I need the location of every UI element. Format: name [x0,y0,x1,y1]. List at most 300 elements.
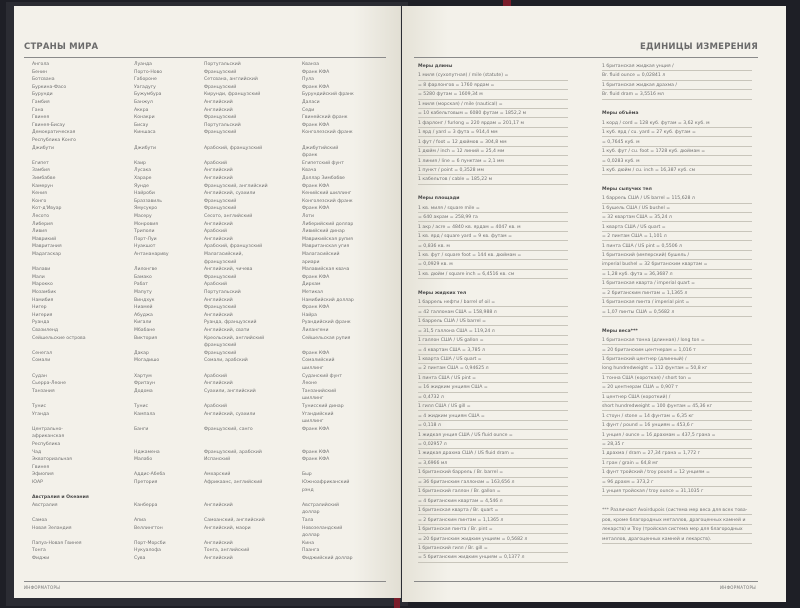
dotted-rule [418,146,568,147]
table-cell: Тонга [32,548,46,554]
unit-line: = 0,0283 куб. м [602,158,640,164]
table-cell: Португальский [204,290,241,295]
table-cell: Малави [32,267,51,273]
dotted-rule [418,439,568,440]
table-cell: Ямусукро [134,206,158,212]
dotted-rule [602,288,752,289]
dotted-rule [418,174,568,175]
table-cell: Египетский фунт [302,160,344,166]
dotted-rule [418,269,568,270]
table-cell: Порт-Морсби [134,540,166,546]
dotted-rule [602,363,752,364]
dotted-rule [418,117,568,118]
dotted-rule [602,410,752,411]
dotted-rule [418,89,568,90]
table-cell: Руандийский франк [302,320,351,326]
table-cell: Веллингтон [134,525,163,531]
table-cell: Франк КФА [302,305,330,311]
unit-line: = 96 драхм = 373,2 г [602,479,654,485]
table-cell: Английский, чичева [204,267,253,273]
table-cell: Франк КФА [302,84,330,90]
table-cell: Уагадугу [134,84,156,90]
unit-line: 1 ярд / yard = 3 фута = 914,4 мм [418,130,498,136]
unit-line: 1 корд / cord = 128 куб. футам = 3,62 куб. м [602,120,710,126]
table-cell: Французский [204,198,237,204]
unit-line: 1 британская тонна (длинная) / long ton = [602,338,705,344]
table-cell: доллар [302,533,320,539]
table-cell: Гвинейский франк [302,115,348,121]
dotted-rule [418,458,568,459]
dotted-rule [602,495,752,496]
table-cell: Австралия и Океания [32,495,89,501]
page-footer: ИНФОРМАТОРЫ [719,585,756,590]
unit-line: = 32 квартам США = 35,24 л [602,215,672,221]
table-cell: Свазиленд [32,328,59,333]
table-cell: Тонга, английский [204,548,250,554]
dotted-rule [602,250,752,251]
unit-line: 1 баррель нефти / barrel of oil = [418,300,496,306]
dotted-rule [418,505,568,506]
table-cell: Рабат [134,282,148,288]
dotted-rule [418,420,568,421]
table-cell: Порто-Ново [134,69,163,75]
table-cell: Французский, английский [204,183,268,189]
table-cell: Демократическая [32,130,76,136]
dotted-rule [602,136,752,137]
table-cell: Доллар Зимбабве [302,176,345,181]
table-cell: Кенийский шиллинг [302,191,352,197]
table-cell: Малабо [134,457,153,463]
table-cell: Лилангени [302,328,329,333]
dotted-rule [602,467,752,468]
table-cell: Франк КФА [302,274,330,280]
table-cell: Бенин [32,69,47,75]
table-cell: Республика [32,442,61,447]
unit-line: 1 британский (имперский) бушель / [602,253,690,258]
dotted-rule [418,448,568,449]
table-cell: Центрально- [32,426,63,432]
unit-line: 1 пункт / point = 0,3528 мм [418,167,484,173]
table-cell: Хараре [134,176,152,181]
table-cell: Леоне [302,381,317,387]
dotted-rule [418,325,568,326]
table-cell: Банги [134,426,149,432]
unit-line: Br. fluid dram = 3,5516 мл [602,92,664,98]
unit-line: 1 миля (морская) / mile (nautical) = [418,101,503,107]
table-cell: Кина [302,540,315,546]
table-cell: Сетсвана, английский [204,77,258,83]
table-cell: Метикал [302,290,323,295]
dotted-rule [418,127,568,128]
dotted-rule [602,231,752,232]
table-cell: Малагасийский, [204,252,243,257]
table-cell: Пула [302,77,314,83]
dotted-rule [418,136,568,137]
dotted-rule [602,269,752,270]
table-cell: Найра [302,312,317,318]
unit-line: = 1,07 пинты США = 0,5682 л [602,309,675,315]
dotted-rule [418,477,568,478]
table-cell: Джибутийский [302,145,339,151]
section-heading: Меры веса*** [602,328,638,334]
dotted-rule [418,240,568,241]
table-cell: Нукуалофа [134,548,161,554]
table-cell: Аккра [134,107,149,113]
table-cell: Претория [134,480,158,485]
unit-line: 1 центнер США (короткий) / [602,394,671,400]
table-cell: Франк КФА [302,426,330,432]
left-page [14,6,401,598]
table-cell: Французский [204,350,237,356]
table-cell: Франк КФА [302,457,330,463]
table-cell: Новозеландский [302,525,343,531]
unit-line: 1 фунт тройский / troy pound = 12 унциям = [602,470,710,476]
dotted-rule [602,99,752,100]
dotted-rule [602,458,752,459]
unit-line: 1 пинта США / US pint = 0,5506 л [602,243,682,249]
unit-line: = 10 кабельтовым = 6080 футам = 1852,2 м [418,111,527,117]
table-cell: Английский, суахили [204,411,256,417]
table-cell: Тунис [134,404,149,409]
table-cell: Египет [32,160,49,166]
unit-line: = 16 жидким унциям США = [418,385,488,391]
table-cell: Кения [32,191,47,197]
dotted-rule [602,80,752,81]
dotted-rule [602,382,752,383]
table-cell: Нигер [32,305,47,311]
unit-line: *** Различают Avoirdupois (система мер веса для всех това- [602,508,748,514]
table-cell: Южноафриканский [302,480,350,485]
table-cell: Английский [204,556,233,561]
dotted-rule [602,401,752,402]
table-cell: Ливийский динар [302,229,345,235]
unit-line: 1 британская кварта / imperial quart = [602,281,695,287]
table-cell: Французский [204,69,237,75]
dotted-rule [602,70,752,71]
table-cell: Самоа [32,518,48,523]
table-cell: Каир [134,160,146,166]
table-cell: Самоанский, английский [204,518,265,523]
table-cell: Сенегал [32,350,53,356]
table-cell: Эфиопия [32,472,54,478]
unit-line: ров, кроме благородных металлов, драгоценных камней и [602,517,746,523]
table-cell: ЮАР [32,480,43,485]
dotted-rule [418,221,568,222]
table-cell: Конголезский франк [302,198,353,204]
table-cell: Французский [204,305,237,311]
dotted-rule [602,165,752,166]
table-cell: Австралия [32,502,58,508]
table-cell: Английский [204,312,233,318]
table-cell: Ниамей [134,305,153,311]
unit-line: = 36 британским галлонам = 163,656 л [418,479,515,485]
table-cell: Сейшельские острова [32,335,86,341]
unit-line: = 2 пинтам США = 1,101 л [602,234,667,240]
dotted-rule [418,486,568,487]
dotted-rule [418,429,568,430]
table-cell: Испанский [204,457,231,463]
table-cell: Сува [134,556,146,561]
table-cell: Кванза [302,62,320,67]
unit-line: = 28,35 г [602,442,625,447]
unit-line: 1 британская кварта / Br. quart = [418,508,499,514]
unit-line: 1 дюйм / inch = 12 линий = 25,4 мм [418,149,505,155]
unit-line: = 0,02957 л [418,442,447,447]
table-cell: Новая Зеландия [32,525,72,531]
table-cell: Нджамена [134,449,160,455]
table-cell: Португальский [204,122,241,128]
table-cell: Маврикийская рупия [302,236,353,242]
table-cell: Арабский, французский [204,145,263,151]
table-cell: Английский [204,100,233,105]
unit-line: 1 кварта США / US quart = [602,224,666,230]
table-cell: Ботсвана [32,77,55,83]
unit-line: 1 пинта США / US pint = [418,375,477,381]
unit-line: 1 фунт / pound = 16 унциям = 453,6 г [602,423,694,429]
dotted-rule [602,306,752,307]
table-cell: Мадагаскар [32,252,62,257]
table-cell: Могадишо [134,358,160,364]
table-cell: Гамбия [32,100,50,105]
unit-line: = 20 британским жидким унциям = 0,5682 л [418,536,528,542]
table-cell: Бужумбура [134,92,162,98]
section-heading: Меры жидких тел [418,290,467,296]
table-cell: шиллинг [302,366,324,371]
table-cell: Мапуту [134,290,152,295]
table-cell: африканская [32,434,65,440]
unit-line: 1 жидкая драхма США / US fluid dram = [418,451,515,457]
table-cell: Африкаанс, английский [204,480,263,485]
page-heading: СТРАНЫ МИРА [24,42,99,52]
table-cell: Сесото, английский [204,214,253,219]
dotted-rule [602,89,752,90]
table-cell: Додома [134,388,153,394]
table-cell: Французский, арабский [204,449,262,455]
table-cell: Арабский [204,229,227,235]
table-cell: Сейшельская рупия [302,335,351,341]
table-cell: Либерия [32,221,53,227]
unit-line: 1 британская пинта / Br. pint = [418,527,493,533]
table-cell: Порт-Луи [134,236,157,242]
table-cell: Кампала [134,411,156,417]
table-cell: Абуджа [134,312,153,318]
dotted-rule [602,297,752,298]
dotted-rule [602,429,752,430]
unit-line: лекарств) и Troy (тройская система мер для благородных [602,527,743,533]
table-cell: Дирхам [302,282,321,288]
table-cell: французский [204,343,237,349]
dotted-rule [602,477,752,478]
unit-line: 1 кв. миля / square mile = [418,205,480,211]
dotted-rule [602,373,752,374]
table-cell: Даласи [302,100,320,105]
dotted-rule [602,155,752,156]
table-cell: Габороне [134,77,157,83]
table-cell: Малавийская квача [302,267,350,273]
table-cell: Сомали [32,358,51,364]
table-cell: Австралийский [302,502,339,508]
table-cell: Конго [32,198,47,204]
dotted-rule [602,354,752,355]
dotted-rule [602,514,752,515]
page-footer: ИНФОРМАТОРЫ [24,585,61,590]
table-cell: Тунис [32,404,47,409]
unit-line: 1 баррель США / US barrel = [418,319,486,325]
table-cell: Лесото [32,214,50,219]
unit-line: 1 британская жидкая драхма / [602,82,677,88]
dotted-rule [602,524,752,525]
dotted-rule [418,231,568,232]
table-cell: Маврикий [32,236,57,242]
section-heading: Меры сыпучих тел [602,186,652,192]
table-cell: доллар [302,510,320,516]
table-cell: Французский [204,130,237,136]
table-cell: Гвинея [32,115,50,121]
table-cell: Чад [32,449,42,455]
table-cell: Английский [204,381,233,387]
table-cell: Амхарский [204,472,231,478]
table-cell: Лусака [134,168,152,174]
dotted-rule [418,467,568,468]
table-cell: франк [302,153,318,159]
dotted-rule [418,99,568,100]
unit-line: = 0,118 л [418,423,441,429]
unit-line: = 8 фарлонгов = 1760 ярдам = [418,82,495,88]
unit-line: 1 линия / line = 6 пунктам = 2,1 мм [418,158,504,164]
table-cell: Франк КФА [302,69,330,75]
table-cell: Английский [204,176,233,181]
unit-line: 1 куб. ярд / cu. yard = 27 куб. футам = [602,130,696,136]
dotted-rule [602,486,752,487]
section-heading: Меры объёма [602,111,639,117]
table-cell: Франк КФА [302,449,330,455]
table-cell: Сомалийский [302,358,335,364]
unit-line: 1 британский галлон / Br. gallon = [418,489,501,495]
table-cell: Креольский, английский [204,335,265,341]
table-cell: Антананариву [134,252,169,257]
unit-line: = 3,6966 мл [418,460,448,466]
dotted-rule [602,543,752,544]
unit-line: = 2 британским пинтам = 1,1365 л [418,517,504,523]
table-cell: Франк КФА [302,122,330,128]
table-cell: Сьерра-Леоне [32,381,66,387]
table-cell: Квача [302,168,317,174]
unit-line: = 4 британским квартам = 4,546 л [418,498,503,504]
unit-line: = 0,0929 кв. м [418,262,453,268]
unit-line: 1 британский баррель / Br. barrel = [418,470,504,476]
table-cell: Фиджийский доллар [302,556,353,561]
table-cell: Гана [32,107,44,113]
unit-line: 1 британский центнер (длинный) / [602,356,687,362]
table-cell: Конакри [134,115,155,121]
table-cell: Браззавиль [134,198,162,204]
unit-line: 1 галлон США / US gallon = [418,338,484,344]
table-cell: Суахили, английский [204,388,256,394]
dotted-rule [602,533,752,534]
dotted-rule [418,184,568,185]
dotted-rule [602,344,752,345]
table-cell: Французский [204,84,237,90]
dotted-rule [602,316,752,317]
unit-line: 1 драхма / dram = 27,34 грана = 1,772 г [602,451,700,457]
table-cell: Французский [204,206,237,212]
table-cell: Виктория [134,335,158,341]
table-cell: Фритаун [134,381,156,387]
unit-line: 1 куб. фут / cu. foot = 1728 куб. дюймам = [602,149,706,155]
table-cell: Виндхук [134,297,155,303]
table-cell: Яунде [134,183,149,189]
table-cell: французский [204,259,237,265]
table-cell: Апиа [134,518,146,523]
table-cell: Тала [302,518,314,523]
table-cell: Английский [204,502,233,508]
table-cell: Франк КФА [302,206,330,212]
heading-rule [414,57,758,58]
footer-rule [414,581,758,582]
table-cell: Конголезский франк [302,130,353,136]
table-cell: Луанда [134,62,152,67]
table-cell: Триполи [134,229,155,235]
unit-line: 1 унция / ounce = 16 драхмам = 437,5 грана = [602,432,716,438]
unit-line: 1 кв. дюйм / square inch = 6,4516 кв. см [418,271,515,277]
unit-line: 1 фарлонг / furlong = 220 ярдам = 201,17 м [418,120,524,126]
table-cell: Фиджи [32,556,50,561]
table-cell: Найроби [134,191,155,197]
unit-line: 1 британская жидкая унция / [602,64,674,69]
table-cell: Киншаса [134,130,156,136]
dotted-rule [418,259,568,260]
unit-line: = 31,5 галлона США = 119,24 л [418,328,495,334]
table-cell: шиллинг [302,419,324,425]
table-cell: Английский [204,297,233,303]
table-cell: Франк КФА [302,350,330,356]
ribbon-bookmark-bottom [394,598,400,608]
table-cell: Кигали [134,320,152,326]
unit-line: 1 фут / foot = 12 дюймов = 304,8 мм [418,139,507,145]
dotted-rule [418,495,568,496]
table-cell: Танзания [32,388,55,394]
table-cell: Аддис-Абеба [134,472,166,478]
table-cell: Экваториальная [32,457,72,463]
dotted-rule [602,212,752,213]
table-cell: Джибути [32,145,54,151]
table-cell: Банжул [134,100,153,105]
dotted-rule [418,165,568,166]
dotted-rule [418,562,568,563]
unit-line: = 5280 футам = 1609,34 м [418,92,483,98]
table-cell: Английский, маори [204,525,251,531]
dotted-rule [418,514,568,515]
table-cell: Либерийский доллар [302,221,354,227]
table-cell: Хартум [134,373,152,379]
dotted-rule [418,382,568,383]
table-cell: Английский [204,540,233,546]
unit-line: imperial bushel = 32 британским квартам = [602,262,708,268]
dotted-rule [602,439,752,440]
dotted-rule [418,410,568,411]
unit-line: 1 унция тройская / troy ounce = 31,1035 г [602,489,704,495]
table-cell: Монровия [134,221,158,227]
table-cell: Кирунди, французский [204,92,261,98]
table-cell: Гвинея [32,464,50,470]
table-cell: Тунисский динар [302,404,344,409]
unit-line: 1 жидкая унция США / US fluid ounce = [418,432,513,438]
table-cell: Руанда, французский [204,320,257,326]
heading-rule [24,57,386,58]
table-cell: Бурунди [32,92,53,98]
table-cell: Кот-д'Ивуар [32,206,62,212]
table-cell: Арабский, французский [204,244,263,250]
